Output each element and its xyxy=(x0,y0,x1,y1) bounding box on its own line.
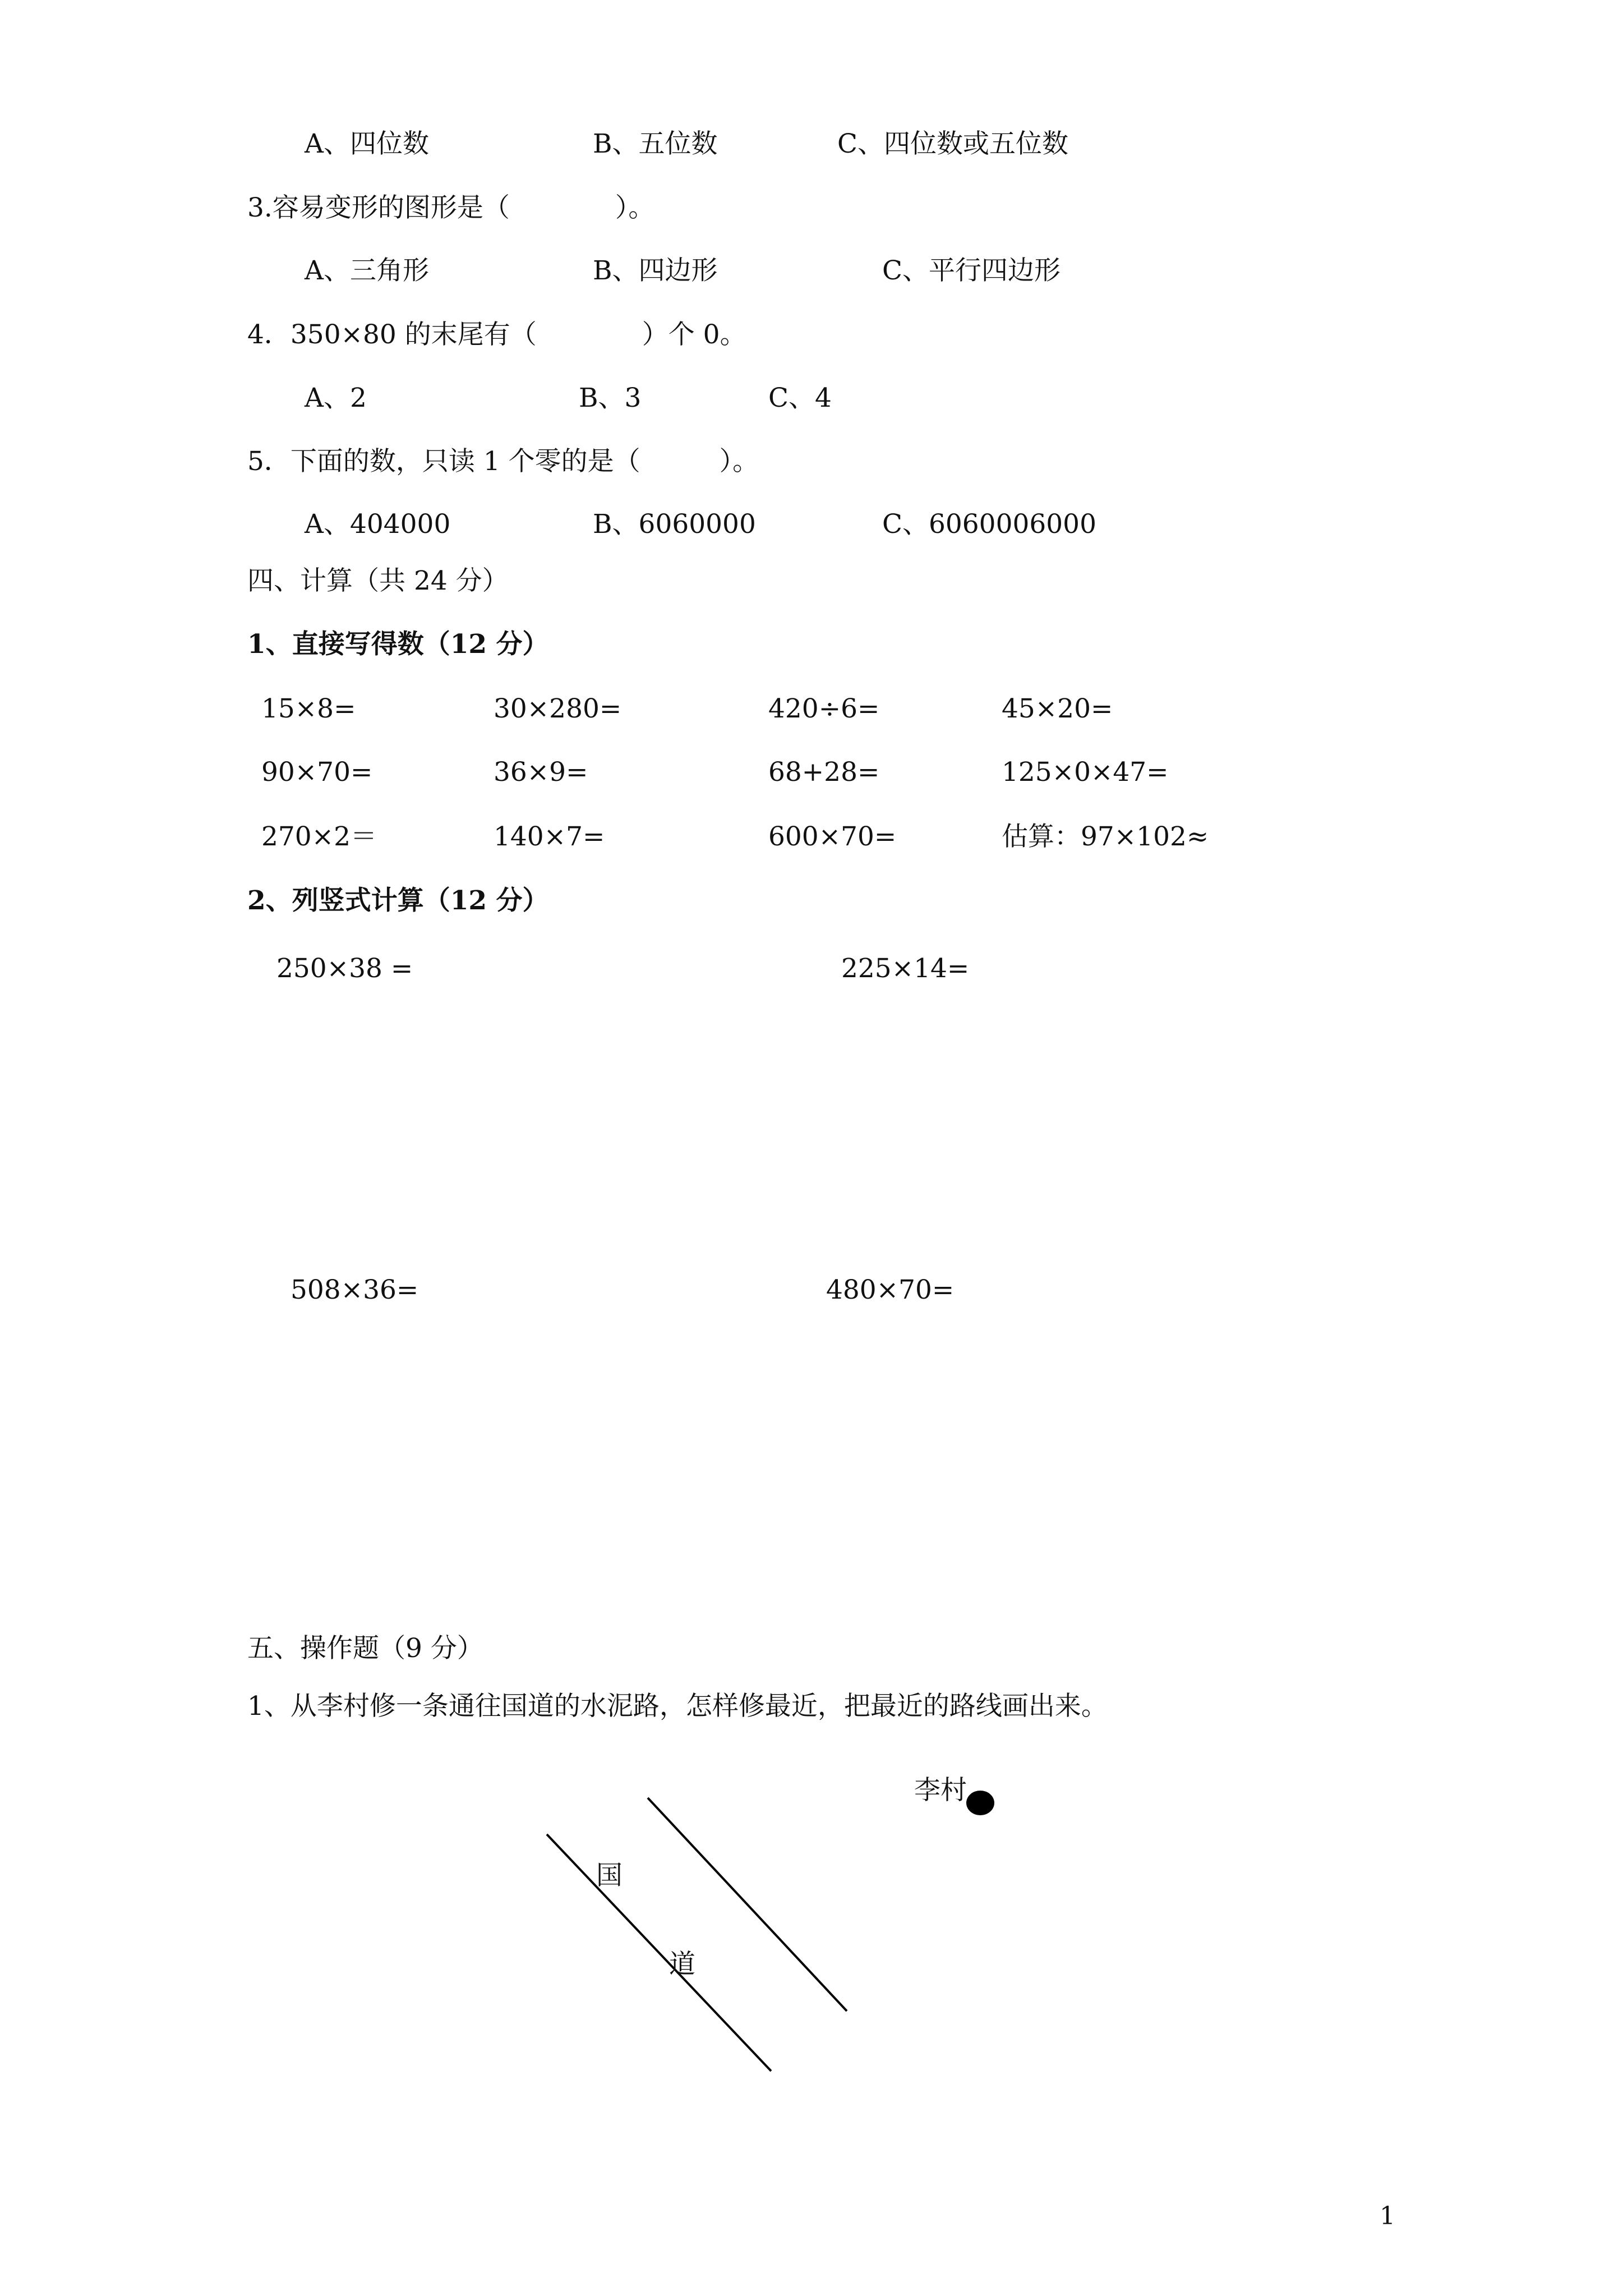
q3-option-c: C、平行四边形 xyxy=(882,255,1061,286)
mental-math-r3c1: 270×2＝ xyxy=(261,821,377,852)
q2-option-a: A、四位数 xyxy=(305,128,429,159)
q3-option-b: B、四边形 xyxy=(593,255,718,286)
page-number: 1 xyxy=(1380,2202,1395,2230)
q3-option-a: A、三角形 xyxy=(305,255,429,286)
mental-math-r1c2: 30×280= xyxy=(494,693,622,724)
mental-math-r2c1: 90×70= xyxy=(261,757,373,788)
q5-option-a: A、404000 xyxy=(305,509,451,540)
road-label-guo: 国 xyxy=(596,1860,623,1891)
village-label: 李村 xyxy=(914,1775,967,1806)
q4-option-c: C、4 xyxy=(768,383,832,413)
section4-part2-heading: 2、列竖式计算（12 分） xyxy=(247,885,549,916)
q5-option-b: B、6060000 xyxy=(593,509,756,540)
vertical-calc-3: 508×36= xyxy=(291,1274,419,1305)
q4-option-b: B、3 xyxy=(579,383,642,413)
mental-math-r3c2: 140×7= xyxy=(494,821,605,852)
mental-math-r2c4: 125×0×47= xyxy=(1002,757,1169,788)
village-dot xyxy=(966,1791,994,1815)
q2-option-c: C、四位数或五位数 xyxy=(837,128,1068,159)
road-label-dao: 道 xyxy=(669,1949,695,1980)
section5-heading: 五、操作题（9 分） xyxy=(247,1633,483,1664)
q3-question: 3.容易变形的图形是（ ）。 xyxy=(247,192,655,223)
mental-math-r1c1: 15×8= xyxy=(261,693,356,724)
q2-option-b: B、五位数 xyxy=(593,128,718,159)
q5-question: 5．下面的数，只读 1 个零的是（ ）。 xyxy=(247,446,759,477)
mental-math-r1c3: 420÷6= xyxy=(768,693,880,724)
road-line-left xyxy=(547,1834,771,2071)
mental-math-r3c4: 估算：97×102≈ xyxy=(1002,821,1209,852)
section5-q1: 1、从李村修一条通往国道的水泥路，怎样修最近，把最近的路线画出来。 xyxy=(247,1691,1108,1722)
section4-heading: 四、计算（共 24 分） xyxy=(247,565,509,596)
mental-math-r3c3: 600×70= xyxy=(768,821,897,852)
mental-math-r2c2: 36×9= xyxy=(494,757,588,788)
q4-option-a: A、2 xyxy=(305,383,367,413)
q4-question: 4．350×80 的末尾有（ ）个 0。 xyxy=(247,319,746,350)
vertical-calc-2: 225×14= xyxy=(841,953,970,984)
vertical-calc-1: 250×38 = xyxy=(276,953,413,984)
section4-part1-heading: 1、直接写得数（12 分） xyxy=(247,629,549,660)
vertical-calc-4: 480×70= xyxy=(826,1274,955,1305)
q5-option-c: C、6060006000 xyxy=(882,509,1096,540)
mental-math-r2c3: 68+28= xyxy=(768,757,880,788)
mental-math-r1c4: 45×20= xyxy=(1002,693,1113,724)
